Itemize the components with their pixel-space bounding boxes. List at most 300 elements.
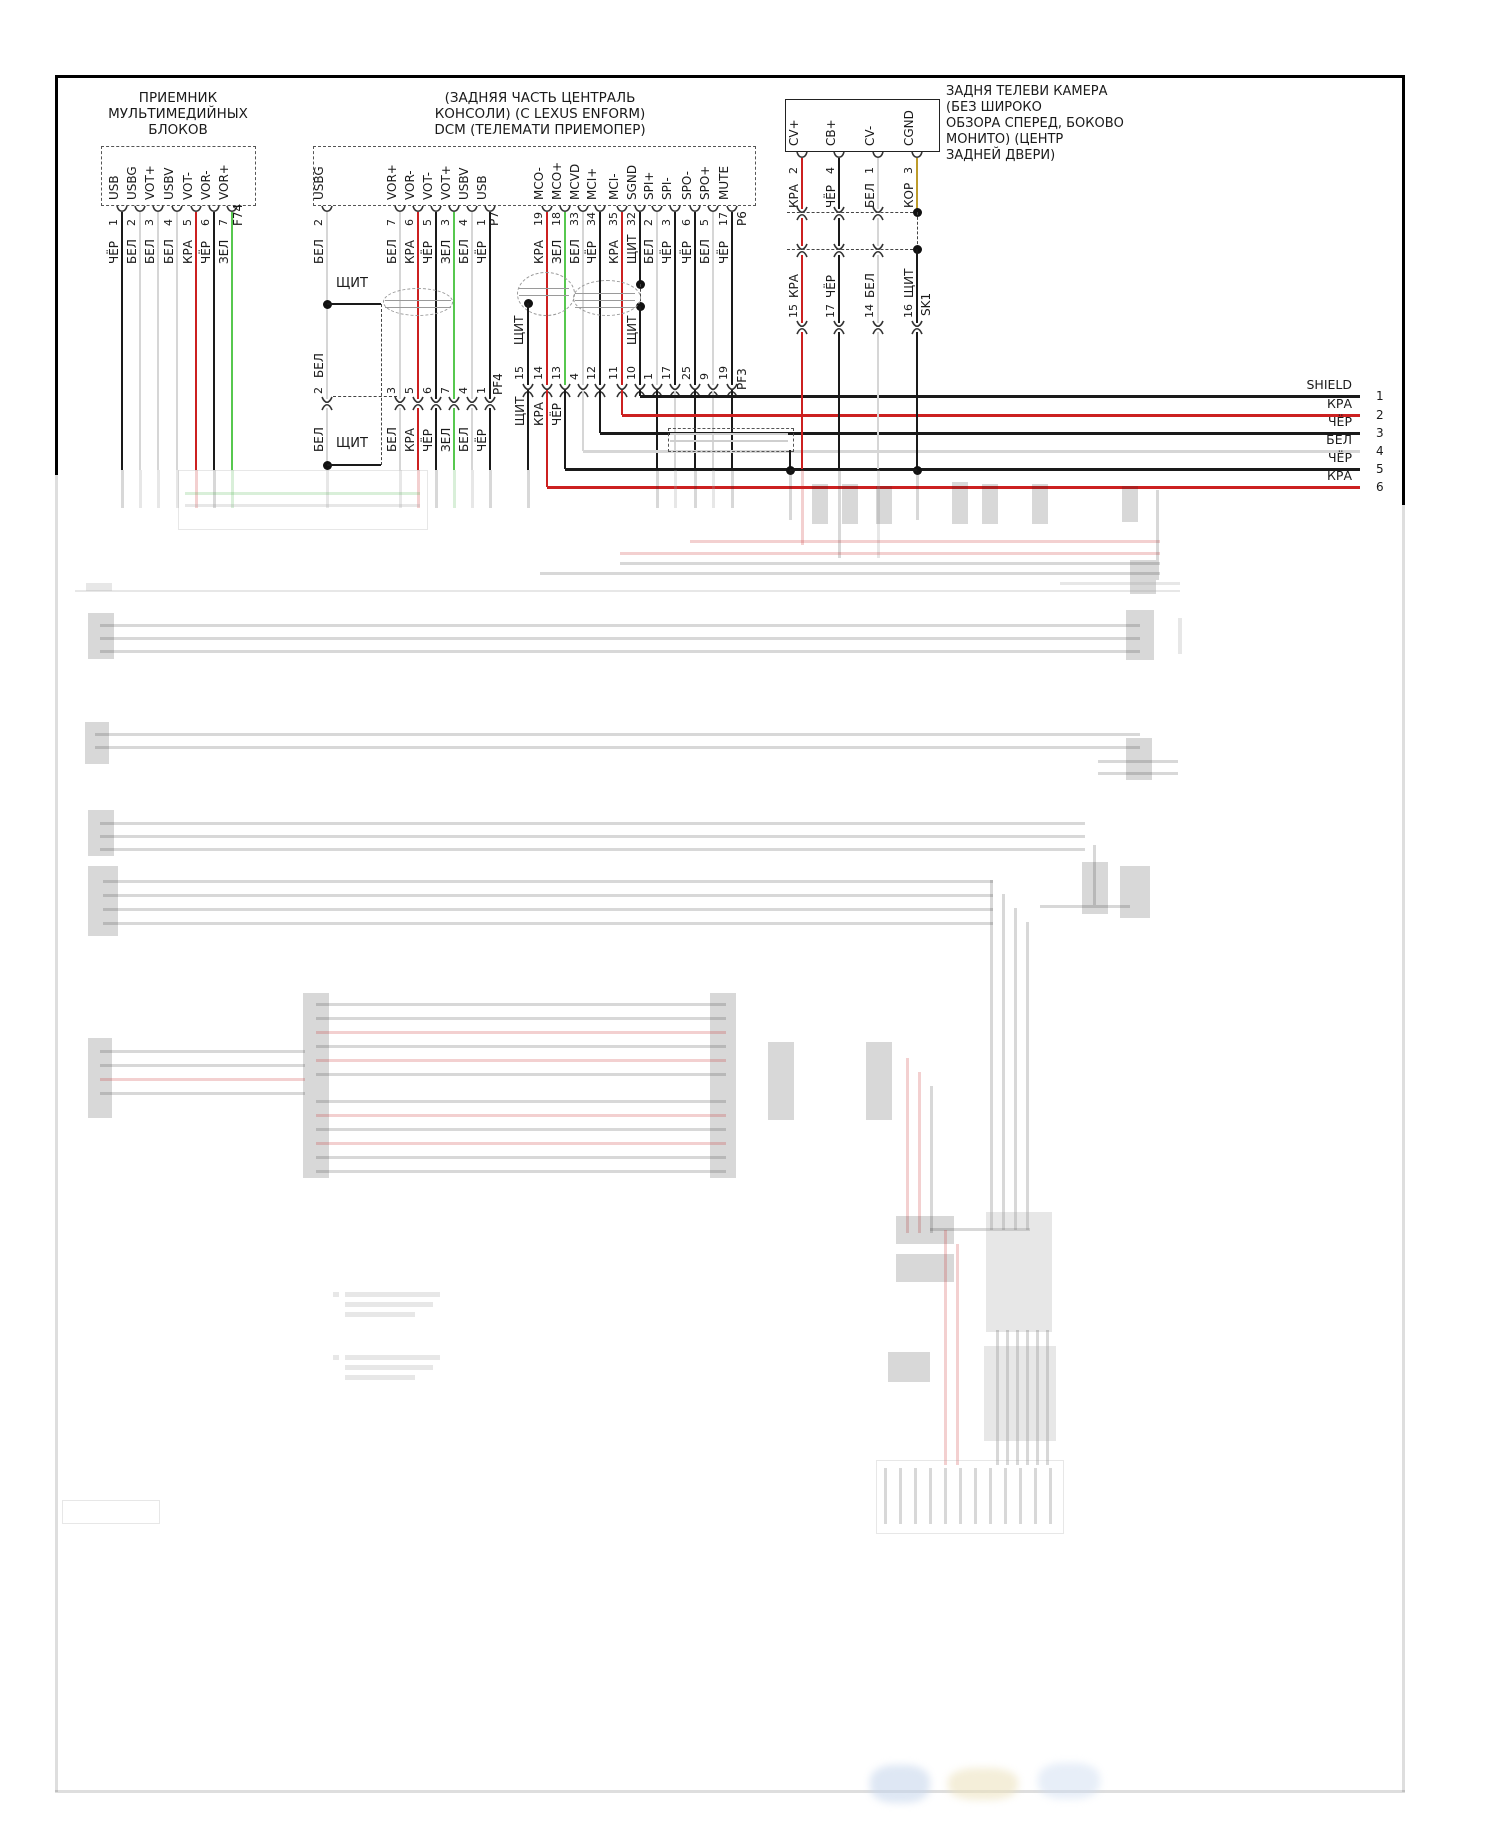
ghost-wire-shape (1040, 905, 1130, 908)
ghost-wire-shape (345, 1292, 440, 1297)
feeder-wire (599, 390, 602, 433)
ghost-connector-pin (929, 1468, 932, 1524)
pin-number: 3 (439, 219, 452, 226)
pin-number: 3 (660, 219, 673, 226)
wire-break-arcs (412, 396, 424, 411)
feeder-wire (546, 390, 549, 487)
pin-signal-label: SGND (625, 164, 639, 200)
pin-signal-label: USBG (312, 166, 326, 200)
ghost-wire-shape (1122, 486, 1138, 522)
crossing-pin-number: 19 (717, 366, 730, 380)
wire-break-arcs (796, 206, 808, 221)
connector-id-pf4: PF4 (491, 373, 505, 395)
wire-color-label: БЕЛ (698, 239, 712, 264)
pin-signal-label: MCI- (607, 173, 621, 200)
shield-wire-label: ЩИТ (512, 315, 526, 345)
twist-cross-line (575, 300, 635, 301)
wire-color-label: КРА (532, 402, 546, 426)
camera-block-title-line: ЗАДНЯ ТЕЛЕВИ КАМЕРА (946, 84, 1108, 99)
ghost-wire-continuation (674, 470, 677, 508)
wire-break-arcs (430, 396, 442, 411)
dashed-link-vertical (381, 304, 382, 465)
twist-cross-line (519, 295, 569, 296)
right-wire-color-label: БЕЛ (1326, 432, 1352, 447)
wire-color-label: КРА (787, 274, 801, 298)
crossing-pin-number: 1 (642, 373, 655, 380)
wire-color-label: КРА (181, 240, 195, 264)
ghost-wire-continuation (656, 470, 659, 508)
right-wire-color-label: ЧЁР (1327, 414, 1352, 429)
ghost-wire-continuation (139, 470, 142, 508)
camera-wire (838, 158, 841, 470)
ghost-wire-shape (86, 583, 112, 591)
wire-color-label: ЧЁР (660, 240, 674, 264)
dashed-link-vertical (917, 212, 918, 249)
twist-marker (573, 280, 641, 316)
ghost-connector-pin (974, 1468, 977, 1524)
ghost-wire-shape (710, 993, 736, 1178)
ghost-connector-pin (1049, 1468, 1052, 1524)
dcm-p7-wire (435, 212, 438, 470)
ghost-wire-shape (100, 624, 1140, 627)
ghost-wire-shape (333, 1355, 339, 1360)
pin-signal-label: USBV (162, 167, 176, 200)
pin-signal-label: MUTE (717, 165, 731, 200)
ghost-wire-shape (620, 562, 1160, 565)
ghost-wire-continuation (789, 470, 792, 520)
wire-color-label: ЧЁР (199, 240, 213, 264)
camera-shield-wire (916, 249, 919, 470)
ghost-connector-pin (884, 1468, 887, 1524)
pin-number: 5 (698, 219, 711, 226)
twist-cross-line (575, 293, 635, 294)
ghost-wire-shape (100, 1092, 305, 1095)
ghost-wire-shape (316, 1059, 726, 1062)
ghost-wire-shape (303, 993, 329, 1178)
receiver-wire (139, 212, 142, 470)
right-wire-pin-number: 4 (1376, 444, 1384, 458)
ghost-wire-shape (1060, 582, 1180, 585)
pin-signal-label: VOR+ (217, 164, 231, 200)
ghost-wire-shape (345, 1365, 433, 1370)
ghost-wire-shape (100, 1050, 305, 1053)
wire-color-label: БЕЛ (568, 239, 582, 264)
ghost-wire-shape (103, 908, 993, 911)
crossing-pin-number: 7 (439, 387, 452, 394)
ghost-wire-shape (956, 1244, 959, 1465)
feeder-wire (564, 390, 567, 469)
ghost-wire-shape (812, 484, 828, 524)
pin-signal-label: VOT- (181, 171, 195, 200)
ghost-wire-shape (1026, 922, 1029, 1230)
twist-cross-line (519, 288, 569, 289)
crossing-pin-number: 14 (863, 304, 876, 318)
wire-break-arcs (911, 320, 923, 335)
crossing-pin-number: 12 (585, 366, 598, 380)
pin-number: 19 (532, 212, 545, 226)
wire-color-label: ЧЁР (475, 428, 489, 452)
wire-color-label: ЧЁР (421, 240, 435, 264)
ghost-watermark (870, 1765, 930, 1803)
border-right (1402, 75, 1405, 505)
camera-wire (801, 158, 804, 470)
wire-color-label: ЩИТ (513, 396, 527, 426)
camera-block-title-line: ЗАДНЕЙ ДВЕРИ) (946, 148, 1056, 163)
shield-tie-line (790, 469, 917, 472)
ghost-wire-shape (918, 1072, 921, 1233)
wire-color-label: ЧЁР (107, 240, 121, 264)
pin-number: 7 (385, 219, 398, 226)
ghost-wire-shape (345, 1302, 433, 1307)
dcm-p7-wire (471, 212, 474, 470)
wire-break-arcs (796, 320, 808, 335)
wire-color-label: КРА (403, 240, 417, 264)
wire-break-arcs (394, 396, 406, 411)
ghost-wire-continuation (838, 470, 841, 558)
pin-signal-label: USB (107, 175, 121, 200)
ghost-connector-pin (1004, 1468, 1007, 1524)
ghost-watermark (1038, 1763, 1100, 1799)
ghost-wire-shape (88, 866, 118, 936)
dcm-p7-wire (489, 212, 492, 470)
pin-signal-label: USBG (125, 166, 139, 200)
ghost-wire-shape (316, 1100, 726, 1103)
receiver-wire (157, 212, 160, 470)
ghost-wire-shape (1156, 490, 1159, 580)
ghost-wire-shape (100, 637, 1140, 640)
wire-color-label: БЕЛ (143, 239, 157, 264)
wire-break-arcs (833, 206, 845, 221)
pin-number: 2 (642, 219, 655, 226)
ghost-wire-shape (1014, 908, 1017, 1230)
sgnd-shield-wire (639, 212, 642, 284)
crossing-pin-number: 5 (403, 387, 416, 394)
ghost-wire-continuation (731, 470, 734, 508)
border-left (55, 75, 58, 475)
wire-color-label: ЧЁР (824, 274, 838, 298)
pin-number: 33 (568, 212, 581, 226)
ghost-wire-shape (316, 1142, 726, 1145)
shield-ground-label: ЩИТ (336, 276, 368, 291)
pin-number: 6 (680, 219, 693, 226)
wire-color-label: ЧЁР (824, 184, 838, 208)
pin-number: 5 (421, 219, 434, 226)
connector-id-p6: P6 (735, 211, 749, 226)
pin-signal-label: VOT- (421, 171, 435, 200)
ghost-wire-shape (1130, 560, 1156, 594)
ghost-wire-shape (103, 922, 993, 925)
pin-number: 6 (199, 219, 212, 226)
ghost-wire-shape (316, 1156, 726, 1159)
ghost-wire-shape (333, 1292, 339, 1297)
pin-number: 4 (457, 219, 470, 226)
wire-break-arcs (872, 320, 884, 335)
ghost-wire-continuation (712, 470, 715, 508)
connector-id-sk1: SK1 (919, 292, 933, 316)
dcm-p7-wire (453, 212, 456, 470)
crossing-pin-number: 17 (824, 304, 837, 318)
wire-break-arcs (833, 320, 845, 335)
pin-signal-label: SPI- (660, 177, 674, 200)
crossing-pin-number: 17 (660, 366, 673, 380)
ghost-wire-shape (1120, 866, 1150, 918)
pin-signal-label: SPO- (680, 171, 694, 200)
ghost-wire-shape (1032, 484, 1048, 524)
wire-color-label: ЧЁР (421, 428, 435, 452)
wire-color-label: БЕЛ (642, 239, 656, 264)
wire-color-label: БЕЛ (125, 239, 139, 264)
twist-cross-line (385, 300, 451, 301)
pin-number: 3 (143, 219, 156, 226)
dcm-p6-wire (656, 212, 659, 385)
ghost-connector-pin (914, 1468, 917, 1524)
pin-number: 2 (312, 219, 325, 226)
ghost-wire-shape (95, 733, 1140, 736)
right-wire-pin-number: 2 (1376, 408, 1384, 422)
wire-break-arcs (796, 243, 808, 258)
dcm-p7-wire (326, 212, 329, 470)
ghost-wire-shape (316, 1031, 726, 1034)
pin-signal-label: SPO+ (698, 165, 712, 200)
ghost-wire-shape (952, 482, 968, 524)
receiver-wire (213, 212, 216, 470)
pin-signal-label: MCVD (568, 163, 582, 200)
ghost-wire-shape (1098, 772, 1178, 775)
ghost-wire-shape (100, 822, 1085, 825)
ghost-wire-shape (690, 540, 1160, 543)
receiver-block-title-line: ПРИЕМНИК (138, 90, 218, 106)
pin-number: 5 (181, 219, 194, 226)
crossing-pin-number: 25 (680, 366, 693, 380)
wire-color-label: БЕЛ (863, 183, 877, 208)
pin-signal-label: CB+ (824, 119, 838, 146)
wire-color-label: КРА (532, 240, 546, 264)
camera-block-title-line: (БЕЗ ШИРОКО (946, 100, 1042, 115)
receiver-wire (231, 212, 234, 470)
ghost-wire-shape (316, 1114, 726, 1117)
ghost-wire-shape (1126, 610, 1154, 660)
ghost-wire-shape (95, 746, 1140, 749)
ghost-wire-shape (85, 722, 109, 764)
ghost-wire-shape (982, 484, 998, 524)
wire-color-label: КРА (607, 240, 621, 264)
shield-drain-line (327, 303, 381, 306)
ghost-connector-pin (944, 1468, 947, 1524)
pass-wire (670, 440, 788, 442)
pin-number: 7 (217, 219, 230, 226)
pass-wire (670, 433, 788, 435)
dcm-p6-wire (674, 212, 677, 385)
pin-number: 2 (787, 167, 800, 174)
crossing-pin-number: 3 (385, 387, 398, 394)
wire-break-arcs (872, 243, 884, 258)
ghost-wire-shape (842, 484, 858, 524)
pin-signal-label: MCO- (532, 167, 546, 200)
crossing-pin-number: 16 (902, 304, 915, 318)
wire-color-label: БЕЛ (312, 427, 326, 452)
pin-number: 1 (475, 219, 488, 226)
crossing-pin-number: 6 (421, 387, 434, 394)
connector-id-p7: P7 (487, 211, 501, 226)
pin-signal-label: MCO+ (550, 161, 564, 200)
border-bottom-faded (55, 1790, 1405, 1793)
ghost-wire-shape (768, 1042, 794, 1120)
ghost-wire-shape (100, 835, 1085, 838)
border-left-faded (55, 475, 58, 1792)
right-wire-color-label: КРА (1327, 468, 1352, 483)
wire-color-label: КРА (403, 428, 417, 452)
pin-number: 17 (717, 212, 730, 226)
ghost-wire-continuation (453, 470, 456, 508)
crossing-pin-number: 13 (550, 366, 563, 380)
ghost-wire-shape (345, 1375, 415, 1380)
ghost-wire-shape (100, 650, 1140, 653)
camera-block-title-line: МОНИТО) (ЦЕНТР (946, 132, 1064, 147)
ghost-wire-shape (930, 1086, 933, 1233)
ghost-wire-shape (185, 504, 420, 507)
shield-ground-label: ЩИТ (336, 436, 368, 451)
dcm-block-title-line: (ЗАДНЯЯ ЧАСТЬ ЦЕНТРАЛЬ (444, 90, 636, 106)
ghost-wire-shape (906, 1058, 909, 1233)
ghost-wire-shape (316, 1003, 726, 1006)
ghost-connector-pin (1019, 1468, 1022, 1524)
wire-color-label: БЕЛ (162, 239, 176, 264)
ghost-wire-continuation (527, 470, 530, 508)
ghost-wire-continuation (489, 470, 492, 508)
border-top (55, 75, 1405, 78)
ghost-wire-continuation (694, 470, 697, 508)
ghost-watermark (948, 1768, 1018, 1800)
ghost-wire-shape (876, 486, 892, 524)
crossing-pin-number: 14 (532, 366, 545, 380)
wire-color-label: БЕЛ (312, 239, 326, 264)
wire-color-label: БЕЛ (457, 427, 471, 452)
pin-number: 4 (824, 167, 837, 174)
pin-number: 1 (107, 219, 120, 226)
dashed-link-horizontal (333, 396, 397, 397)
right-wire-color-label: КРА (1327, 396, 1352, 411)
pin-number: 18 (550, 212, 563, 226)
dcm-p6-wire (694, 212, 697, 385)
pin-signal-label: SPI+ (642, 171, 656, 200)
ghost-wire-shape (986, 1212, 1052, 1332)
wire-break-arcs (833, 243, 845, 258)
ghost-wire-shape (1178, 618, 1182, 654)
right-wire-pin-number: 5 (1376, 462, 1384, 476)
wire-break-arcs (466, 396, 478, 411)
border-right-faded (1402, 505, 1405, 1792)
ghost-wire-shape (866, 1042, 892, 1120)
ghost-wire-shape (944, 1230, 947, 1465)
wire-color-label: ЧЁР (550, 402, 564, 426)
dashed-link-horizontal (787, 212, 913, 213)
camera-ground-wire (916, 158, 919, 212)
pin-number: 3 (902, 167, 915, 174)
wire-break-arcs (321, 396, 333, 411)
pin-number: 35 (607, 212, 620, 226)
receiver-wire (195, 212, 198, 470)
ghost-connector-pin (899, 1468, 902, 1524)
pin-number: 6 (403, 219, 416, 226)
ghost-wire-shape (540, 572, 1160, 575)
wire-color-label: ЗЕЛ (217, 239, 231, 264)
ghost-wire-shape (75, 590, 1180, 592)
ghost-wire-shape (620, 552, 1160, 555)
pass-through-wire (656, 390, 659, 470)
dcm-p6-wire (731, 212, 734, 385)
twist-marker (383, 288, 453, 316)
pin-number: 34 (585, 212, 598, 226)
pin-signal-label: CGND (902, 110, 916, 146)
wire-color-label: ЧЁР (680, 240, 694, 264)
pin-signal-label: VOR- (199, 170, 213, 200)
twist-cross-line (385, 307, 451, 308)
ghost-connector-pin (1034, 1468, 1037, 1524)
connector-id-f74: F74 (231, 203, 245, 226)
pin-signal-label: USB (475, 175, 489, 200)
crossing-pin-number: 4 (457, 387, 470, 394)
ghost-connector-pin (989, 1468, 992, 1524)
crossing-pin-number: 1 (475, 387, 488, 394)
shield-drain-wire (527, 303, 530, 385)
pin-signal-label: CV+ (787, 119, 801, 146)
wire-color-label: ЗЕЛ (439, 427, 453, 452)
ghost-wire-shape (316, 1170, 726, 1173)
crossing-pin-number: 15 (513, 366, 526, 380)
wire-break-arcs (448, 396, 460, 411)
receiver-wire (121, 212, 124, 470)
ghost-wire-shape (345, 1355, 440, 1360)
ghost-wire-continuation (157, 470, 160, 508)
twist-marker (517, 272, 575, 316)
ghost-wire-continuation (435, 470, 438, 508)
pin-signal-label: CV- (863, 125, 877, 146)
wire-break-arcs (484, 396, 496, 411)
ghost-wire-shape (100, 1078, 305, 1081)
wire-color-label: БЕЛ (385, 427, 399, 452)
dcm-block-title-line: DCM (ТЕЛЕМАТИ ПРИЕМОПЕР) (434, 122, 646, 138)
wire-color-label: ЩИТ (625, 234, 639, 264)
wire-color-label: БЕЛ (457, 239, 471, 264)
camera-wire (877, 158, 880, 470)
dcm-block-title-line: КОНСОЛИ) (С LEXUS ENFORM) (434, 106, 646, 122)
pin-signal-label: VOT+ (439, 165, 453, 200)
dcm-p7-wire (399, 212, 402, 470)
wire-break-arcs (872, 206, 884, 221)
crossing-pin-number: 10 (625, 366, 638, 380)
crossing-pin-number: 4 (568, 373, 581, 380)
right-wire-color-label: SHIELD (1306, 377, 1352, 392)
pin-signal-label: USBV (457, 167, 471, 200)
twist-cross-line (575, 307, 635, 308)
ghost-wire-shape (316, 1045, 726, 1048)
wire-color-label: ЩИТ (902, 268, 916, 298)
dashed-link-horizontal (787, 249, 913, 250)
ghost-wire-continuation (916, 470, 919, 520)
dcm-p6-wire (712, 212, 715, 385)
wire-color-label: ЗЕЛ (550, 239, 564, 264)
ghost-wire-shape (990, 880, 993, 1230)
pin-signal-label: VOR+ (385, 164, 399, 200)
feeder-wire (621, 390, 624, 415)
camera-block-title-line: ОБЗОРА СПЕРЕД, БОКОВО (946, 116, 1124, 131)
pin-signal-label: VOT+ (143, 165, 157, 200)
ghost-wire-continuation (471, 470, 474, 508)
pass-through-wire (527, 390, 530, 470)
crossing-pin-number: 9 (698, 373, 711, 380)
ghost-wire-shape (1093, 845, 1096, 905)
wire-color-label: ЧЁР (585, 240, 599, 264)
